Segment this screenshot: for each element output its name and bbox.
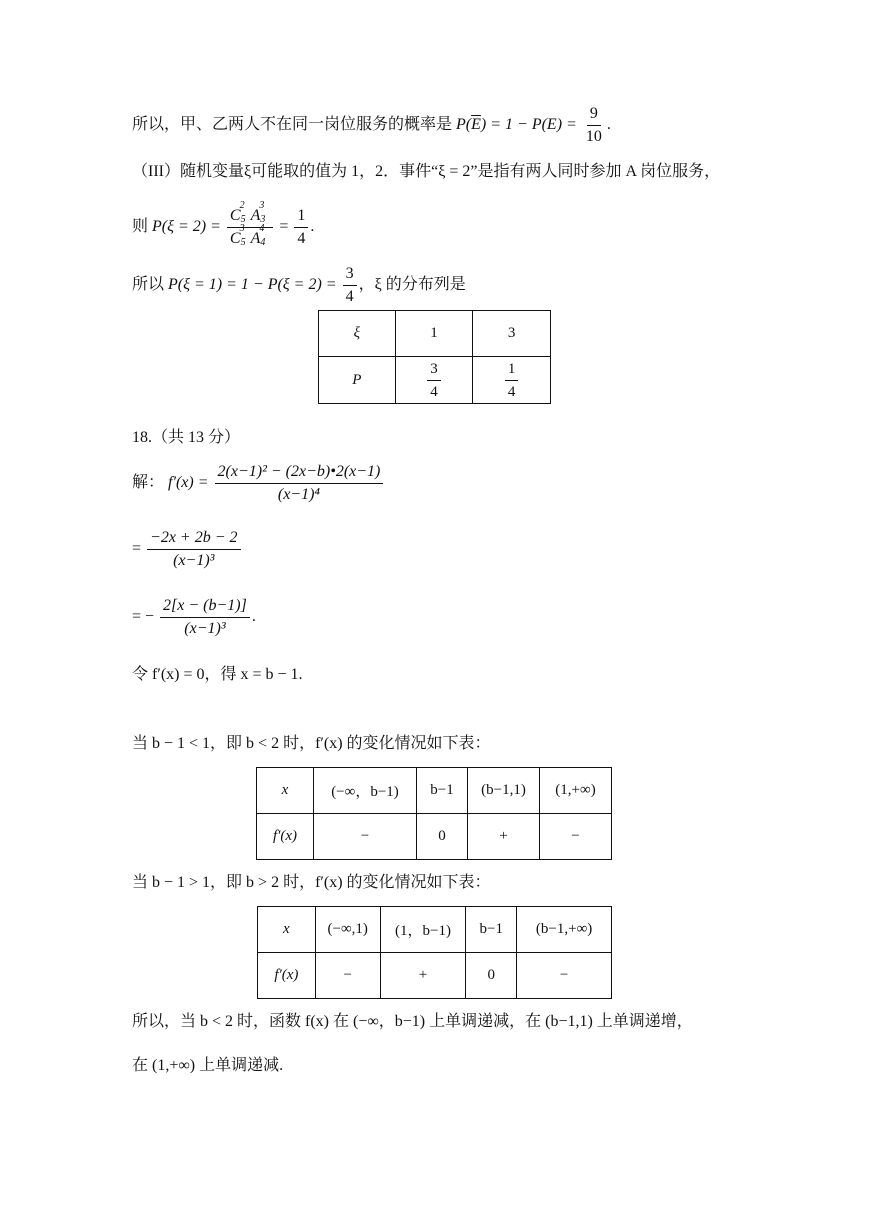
- derivative-line-3: = − $\frac{2[x - (b-1)]}{\text{(x−1)³}}$ .: [132, 597, 256, 637]
- case-2-statement: 当 b − 1 > 1，即 b > 2 时，f′(x) 的变化情况如下表：: [132, 874, 491, 891]
- table-header-3: 3: [473, 311, 551, 357]
- case1-header-interval-1: (−∞，b−1): [314, 768, 417, 814]
- case1-header-interval-2: (b−1,1): [468, 768, 540, 814]
- case2-sign-3: 0: [466, 953, 517, 999]
- distribution-table: [318, 310, 551, 404]
- probability-statement: 所以，甲、乙两人不在同一岗位服务的概率是 $P(\overline{E}) = 1 - P(E)$ = $\frac{9}{10}$ .: [132, 105, 611, 145]
- case2-header-interval-3: (b−1,+∞): [517, 907, 612, 953]
- case2-sign-2: +: [380, 953, 466, 999]
- case2-header-x: x: [258, 907, 316, 953]
- derivative-fraction-1: $\frac{\text{2(x−1)² − (2x−b)•2(x−1)}}{\text{(x−1)⁴}}$: [215, 462, 384, 505]
- critical-point-line: 令 f′(x) = 0，得 x = b − 1.: [132, 666, 303, 683]
- table-cell-prob-3: $\frac{1}{4}$: [473, 357, 551, 404]
- case1-sign-2: 0: [417, 814, 468, 860]
- p-xi-2-formula: 则 P(ξ = 2) = $\frac{C_5^2A_3^3}{C_5^3A_4^4}$ = $\frac{1}{4}$ .: [132, 199, 315, 248]
- case-2-table: [257, 906, 612, 999]
- case1-header-point: b−1: [417, 768, 468, 814]
- case1-row-label: f′(x): [257, 814, 314, 860]
- table-header-xi: ξ: [319, 311, 396, 357]
- case1-header-interval-3: (1,+∞): [540, 768, 612, 814]
- combination-fraction: $\frac{C_5^2A_3^3}{C_5^3A_4^4}$: [227, 206, 273, 249]
- derivative-line-2: = $\frac{-2x + 2b - 2}{\text{(x−1)³}}$: [132, 528, 243, 571]
- part-iii-statement: （III）随机变量ξ可能取的值为 1，2．事件“ξ = 2”是指有两人同时参加 A 岗位服务，: [132, 163, 721, 180]
- case1-header-x: x: [257, 768, 314, 814]
- p-xi-1-formula: 所以 P(ξ = 1) = 1 − P(ξ = 2) = $\frac{3}{4}$ ，ξ 的分布列是: [132, 265, 466, 305]
- conclusion-line-1: 所以，当 b < 2 时，函数 f(x) 在 (−∞，b−1) 上单调递减，在 (b−1,1) 上单调递增，: [132, 1013, 693, 1030]
- table-row-label-p: P: [319, 357, 396, 404]
- p-xi-1-fraction: $\frac{3}{4}$: [343, 264, 357, 307]
- result-fraction: $\frac{1}{4}$: [294, 206, 308, 249]
- case2-header-point: b−1: [466, 907, 517, 953]
- problem-18-title: 18.（共 13 分）: [132, 429, 241, 446]
- table-header-1: 1: [395, 311, 473, 357]
- case2-header-interval-1: (−∞,1): [315, 907, 380, 953]
- derivative-fraction-2: $\frac{-2x + 2b - 2}{\text{(x−1)³}}$: [147, 528, 241, 571]
- probability-fraction: $\frac{9}{10}$: [585, 105, 602, 145]
- probability-expr: $P(\overline{E}) = 1 - P(E)$ =: [456, 116, 577, 134]
- conclusion-line-2: 在 (1,+∞) 上单调递减.: [132, 1057, 284, 1074]
- probability-text: 所以，甲、乙两人不在同一岗位服务的概率是: [132, 116, 453, 134]
- case-1-table: [256, 767, 612, 860]
- case1-sign-3: +: [468, 814, 540, 860]
- derivative-line-1: 解： f′(x) = $\frac{\text{2(x−1)² − (2x−b)•2(x−1)}}{\text{(x−1)⁴}}$: [132, 462, 385, 505]
- case2-sign-1: −: [315, 953, 380, 999]
- case2-sign-4: −: [517, 953, 612, 999]
- case-1-statement: 当 b − 1 < 1，即 b < 2 时，f′(x) 的变化情况如下表：: [132, 735, 491, 752]
- case2-header-interval-2: (1，b−1): [380, 907, 466, 953]
- case2-row-label: f′(x): [258, 953, 316, 999]
- case1-sign-4: −: [540, 814, 612, 860]
- table-cell-prob-1: $\frac{3}{4}$: [395, 357, 473, 404]
- derivative-fraction-3: $\frac{2[x - (b-1)]}{\text{(x−1)³}}$: [160, 596, 250, 639]
- case1-sign-1: −: [314, 814, 417, 860]
